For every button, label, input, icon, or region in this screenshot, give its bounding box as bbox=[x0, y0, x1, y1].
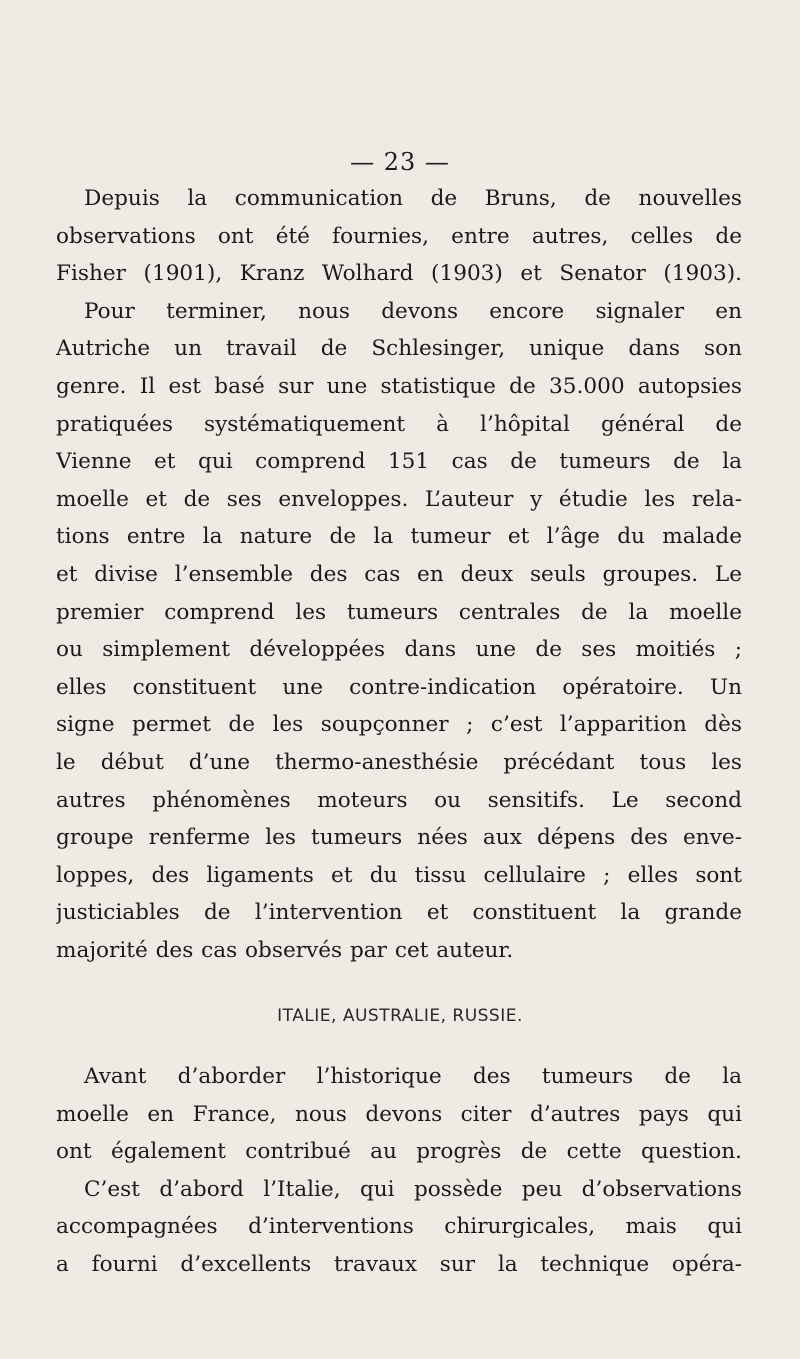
text-line: autres phénomènes moteurs ou sensitifs. Le second bbox=[56, 787, 742, 813]
text-line: ont également contribué au progrès de cette question. bbox=[56, 1139, 742, 1165]
text-line: et divise l’ensemble des cas en deux seuls groupes. Le bbox=[56, 561, 742, 587]
text-line: le début d’une thermo-anesthésie précédant tous les bbox=[56, 749, 742, 775]
paragraph-2 bbox=[56, 1058, 742, 1284]
text-line: loppes, des ligaments et du tissu cellulaire ; elles sont bbox=[56, 862, 742, 888]
text-line: Avant d’aborder l’historique des tumeurs de la bbox=[84, 1064, 742, 1089]
text-line: Depuis la communication de Bruns, de nouvelles bbox=[84, 186, 742, 211]
text-line: justiciables de l’intervention et constituent la grande bbox=[56, 900, 742, 926]
text-line: ou simplement développées dans une de ses moitiés ; bbox=[56, 637, 742, 663]
text-line: groupe renferme les tumeurs nées aux dépens des enve- bbox=[56, 825, 742, 851]
text-line: C’est d’abord l’Italie, qui possède peu d’observations bbox=[84, 1176, 742, 1202]
text-line: elles constituent une contre-indication opératoire. Un bbox=[56, 674, 742, 700]
text-line: Autriche un travail de Schlesinger, unique dans son bbox=[56, 336, 742, 362]
text-line: pratiquées systématiquement à l’hôpital général de bbox=[56, 411, 742, 437]
page-number: — 23 — bbox=[350, 148, 450, 176]
text-line: observations ont été fournies, entre autres, celles de bbox=[56, 223, 742, 249]
text-line: moelle et de ses enveloppes. L’auteur y étudie les rela- bbox=[56, 486, 742, 512]
text-line: premier comprend les tumeurs centrales de la moelle bbox=[56, 599, 742, 625]
text-line: Fisher (1901), Kranz Wolhard (1903) et Senator (1903). bbox=[56, 261, 742, 287]
text-line: accompagnées d’interventions chirurgicales, mais qui bbox=[56, 1214, 742, 1240]
paragraph-1 bbox=[56, 180, 742, 969]
text-line: genre. Il est basé sur une statistique de 35.000 autopsies bbox=[56, 373, 742, 399]
text-line: a fourni d’excellents travaux sur la technique opéra- bbox=[56, 1251, 742, 1277]
text-line: moelle en France, nous devons citer d’autres pays qui bbox=[56, 1101, 742, 1127]
text-line: tions entre la nature de la tumeur et l’âge du malade bbox=[56, 524, 742, 550]
section-heading: ITALIE, AUSTRALIE, RUSSIE. bbox=[277, 1006, 523, 1026]
text-line: Vienne et qui comprend 151 cas de tumeurs de la bbox=[56, 449, 742, 475]
text-line: majorité des cas observés par cet auteur. bbox=[56, 937, 514, 963]
text-line: Pour terminer, nous devons encore signaler en bbox=[84, 298, 742, 324]
text-line: signe permet de les soupçonner ; c’est l’apparition dès bbox=[56, 712, 742, 738]
